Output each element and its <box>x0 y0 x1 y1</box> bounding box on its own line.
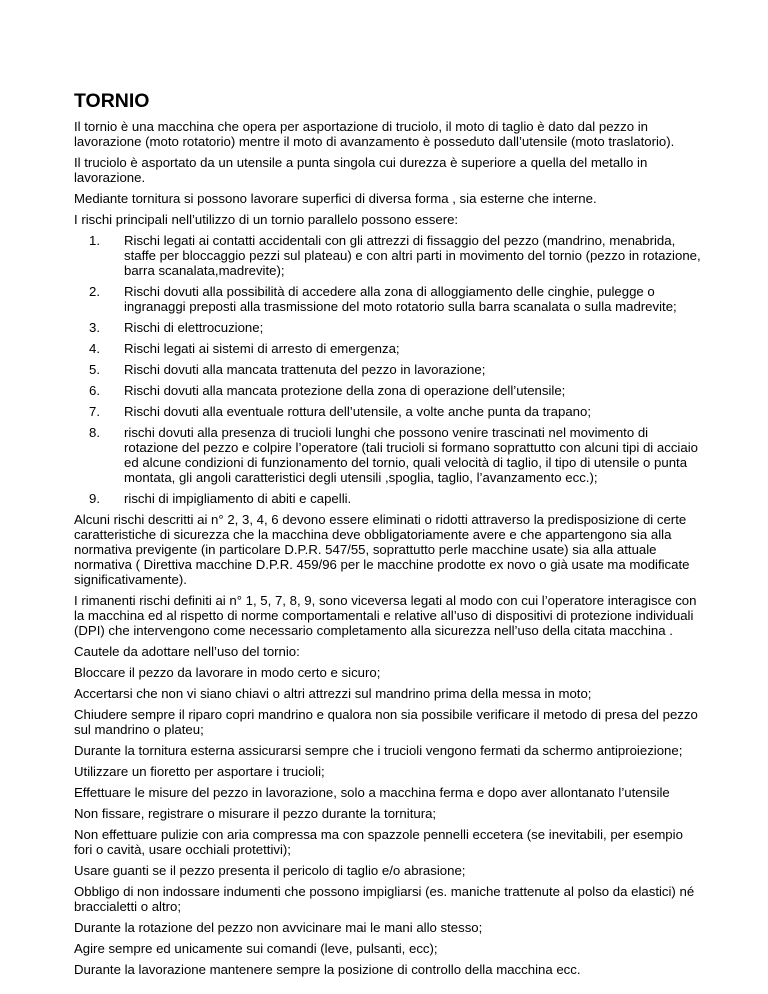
caution-item: Usare guanti se il pezzo presenta il pericolo di taglio e/o abrasione; <box>74 863 466 878</box>
risks-list <box>74 233 704 506</box>
intro-paragraph: Il tornio è una macchina che opera per asportazione di truciolo, il moto di taglio è dato dal pezzo in lavorazione (moto rotatorio) mentre il moto di avanzamento è posseduto dall’utensile (moto traslatorio). <box>74 119 675 149</box>
cautions-heading: Cautele da adottare nell’uso del tornio: <box>74 644 300 659</box>
risk-text: rischi dovuti alla presenza di trucioli lunghi che possono venire trascinati nel movimento di rotazione del pezzo e colpire l’operatore (tali trucioli si formano soprattutto con alcuni tipi di acciaio ed alcune condizioni di funzionamento del tornio, quali velocità di taglio, il tipo di utensile o punta montata, gli angoli caratteristici degli utensili ,spoglia, taglio, l’avanzamento ecc.); <box>124 425 698 485</box>
caution-item: Bloccare il pezzo da lavorare in modo certo e sicuro; <box>74 665 381 680</box>
risk-text: Rischi dovuti alla possibilità di accedere alla zona di alloggiamento delle cinghie, pulegge o ingranaggi preposti alla trasmissione del moto rotatorio sulla barra scanalata o sulla madrevite; <box>124 284 677 314</box>
risk-item <box>74 284 704 314</box>
risk-number: 5. <box>89 362 100 377</box>
caution-item: Non effettuare pulizie con aria compressa ma con spazzole pennelli eccetera (se inevitabili, per esempio fori o cavità, usare occhiali protettivi); <box>74 827 683 857</box>
risk-number: 6. <box>89 383 100 398</box>
risk-number: 7. <box>89 404 100 419</box>
intro-paragraph: Il truciolo è asportato da un utensile a punta singola cui durezza è superiore a quella del metallo in lavorazione. <box>74 155 648 185</box>
caution-item: Chiudere sempre il riparo copri mandrino e qualora non sia possibile verificare il metodo di presa del pezzo sul mandrino o plateu; <box>74 707 698 737</box>
caution-item: Durante la lavorazione mantenere sempre la posizione di controllo della macchina ecc. <box>74 962 581 977</box>
risk-item <box>74 404 704 419</box>
risk-number: 4. <box>89 341 100 356</box>
risk-item <box>74 320 704 335</box>
risk-text: Rischi legati ai contatti accidentali con gli attrezzi di fissaggio del pezzo (mandrino, menabrida, staffe per bloccaggio pezzi sul plateau) e con altri parti in movimento del tornio (pezzo in rotazione, barra scanalata,madrevite); <box>124 233 701 278</box>
risk-item <box>74 233 704 278</box>
risk-text: Rischi dovuti alla eventuale rottura dell’utensile, a volte anche punta da trapano; <box>124 404 591 419</box>
intro-paragraph: Mediante tornitura si possono lavorare superfici di diversa forma , sia esterne che interne. <box>74 191 597 206</box>
risk-item <box>74 362 704 377</box>
risk-number: 1. <box>89 233 100 248</box>
document-title: TORNIO <box>74 90 150 112</box>
caution-item: Utilizzare un fioretto per asportare i trucioli; <box>74 764 325 779</box>
caution-item: Durante la rotazione del pezzo non avvicinare mai le mani allo stesso; <box>74 920 483 935</box>
risk-item <box>74 383 704 398</box>
caution-item: Accertarsi che non vi siano chiavi o altri attrezzi sul mandrino prima della messa in moto; <box>74 686 592 701</box>
risks-lead-in: I rischi principali nell’utilizzo di un tornio parallelo possono essere: <box>74 212 459 227</box>
risk-item <box>74 341 704 356</box>
caution-item: Effettuare le misure del pezzo in lavorazione, solo a macchina ferma e dopo aver allontanato l’utensile <box>74 785 670 800</box>
caution-item: Obbligo di non indossare indumenti che possono impigliarsi (es. maniche trattenute al polso da elastici) né braccialetti o altro; <box>74 884 695 914</box>
body-paragraph: Alcuni rischi descritti ai n° 2, 3, 4, 6 devono essere eliminati o ridotti attraverso la predisposizione di certe caratteristiche di sicurezza che la macchina deve obbligatoriamente avere e che appartengono sia alla normativa previgente (in particolare D.P.R. 547/55, soprattutto perle macchine usate) sia alla attuale normativa ( Direttiva macchine D.P.R. 459/96 per le macchine prodotte ex novo o già usate ma modificate significativamente). <box>74 512 690 587</box>
risk-item <box>74 425 704 485</box>
risk-item <box>74 491 704 506</box>
risk-number: 9. <box>89 491 100 506</box>
body-paragraph: I rimanenti rischi definiti ai n° 1, 5, 7, 8, 9, sono viceversa legati al modo con cui l’operatore interagisce con la macchina ed al rispetto di norme comportamentali e relative all’uso di dispositivi di protezione individuali (DPI) che intervengono come necessario completamento alla sicurezza nell’uso della citata macchina . <box>74 593 697 638</box>
document-page <box>74 90 704 983</box>
risk-text: Rischi dovuti alla mancata trattenuta del pezzo in lavorazione; <box>124 362 486 377</box>
risk-text: Rischi di elettrocuzione; <box>124 320 264 335</box>
risk-text: rischi di impigliamento di abiti e capelli. <box>124 491 352 506</box>
risk-text: Rischi dovuti alla mancata protezione della zona di operazione dell’utensile; <box>124 383 566 398</box>
caution-item: Non fissare, registrare o misurare il pezzo durante la tornitura; <box>74 806 437 821</box>
caution-item: Agire sempre ed unicamente sui comandi (leve, pulsanti, ecc); <box>74 941 438 956</box>
risk-number: 8. <box>89 425 100 440</box>
caution-item: Durante la tornitura esterna assicurarsi sempre che i trucioli vengono fermati da schermo antiproiezione; <box>74 743 683 758</box>
risk-number: 3. <box>89 320 100 335</box>
risk-text: Rischi legati ai sistemi di arresto di emergenza; <box>124 341 400 356</box>
risk-number: 2. <box>89 284 100 299</box>
